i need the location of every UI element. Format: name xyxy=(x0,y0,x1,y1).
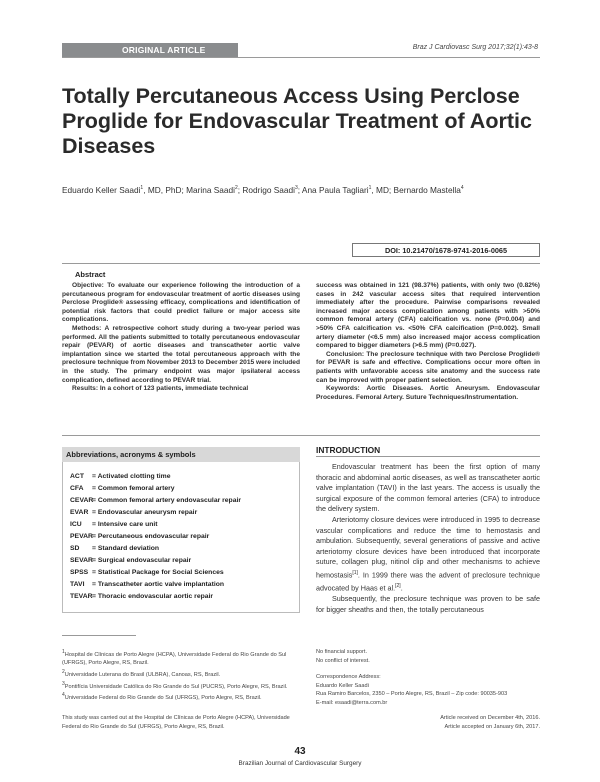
abbreviation-key: SPSS xyxy=(70,569,89,576)
keywords-text: Aortic Diseases. Aortic Aneurysm. Endovascular Procedures. Femoral Artery. Suture Techniques/Instrumentation. xyxy=(316,385,540,401)
abbreviation-key: SEVAR xyxy=(70,557,93,564)
conflict-note: No conflict of interest. xyxy=(316,657,370,664)
footnote-rule xyxy=(62,635,136,636)
abbreviation-key: EVAR xyxy=(70,509,89,516)
abbreviation-value: = Statistical Package for Social Sciences xyxy=(92,569,224,576)
affiliation xyxy=(62,668,302,679)
abstract-conclusion xyxy=(316,351,540,385)
abbreviation-row xyxy=(70,508,197,518)
affiliation-mark: 1 xyxy=(62,649,65,655)
abbreviation-row xyxy=(70,544,159,554)
correspondence-label: Correspondence Address: xyxy=(316,674,381,681)
conclusion-text: The preclosure technique with two Perclose Proglide® for PEVAR is safe and effective. Complications occur more often in patients with unfavorable access site anatomy and the success rate can be improved with proper patient selection. xyxy=(316,350,540,384)
funding-and-correspondence xyxy=(316,648,540,708)
intro-text: Arteriotomy closure devices were introduced in 1995 to decrease vascular complications and reduce the time to hemostasis and ambulation. Subsequently, several generations of passive and active arteriotomy closure devices have been introduced that incorporate suture, collagen plug, nitinol clip and other mechanisms to achieve hemostasis xyxy=(316,514,540,580)
correspondence-address: Rua Ramiro Barcelos, 2350 – Porto Alegre, RS, Brazil – Zip code: 90035-903 xyxy=(316,691,508,698)
affiliation xyxy=(62,648,302,668)
abbreviation-key: SD xyxy=(70,545,80,552)
affiliations xyxy=(62,648,302,702)
abbreviation-row xyxy=(70,592,213,602)
methods-label: Methods: xyxy=(72,324,102,332)
abstract-keywords xyxy=(316,385,540,402)
accepted-date: Article accepted on January 6th, 2017. xyxy=(444,723,540,730)
correspondence-name: Eduardo Keller Saadi xyxy=(316,682,369,689)
affiliation-mark: 3 xyxy=(62,680,65,687)
author-name: Eduardo Keller Saadi xyxy=(62,185,141,195)
introduction-paragraph: Subsequently, the preclosure technique was proven to be safe for bigger sheaths and then, the totally percutaneous xyxy=(316,593,540,614)
introduction-paragraph xyxy=(316,515,540,594)
article-dates xyxy=(440,714,540,731)
abbreviation-key: TEVAR xyxy=(70,593,93,600)
methods-text: A retrospective cohort study during a two-year period was performed. All the patients submitted to totally percutaneous endovascular repair (PEVAR) of aortic diseases and transcatheter aortic valve implantation since we started the total percutaneous approach with the preclosure technique from November 2013 to December 2015 were included in the study. The primary endpoint was major ipsilateral access complication, defined according to PEVAR trial. xyxy=(62,324,300,384)
author-affiliation-mark: 1 xyxy=(140,185,144,192)
affiliation xyxy=(62,691,302,702)
affiliation-mark: 2 xyxy=(62,669,65,676)
abbreviation-row xyxy=(70,532,209,542)
author-affiliation-mark: 3 xyxy=(294,185,298,192)
abbreviation-key: CEVAR xyxy=(70,497,94,504)
introduction-paragraph: Endovascular treatment has been the first option of many thoracic and abdominal aortic diseases, as well as transcatheter aortic valve implantation (TAVI) in the last years. The access is usually the surgical exposure of the common femoral arteries (CFA) to introduce the delivery system. xyxy=(316,462,540,514)
page-number: 43 xyxy=(294,746,306,757)
author-name: Rodrigo Saadi xyxy=(242,185,295,195)
affiliation-text: Universidade Federal do Rio Grande do Sul (UFRGS), Porto Alegre, RS, Brazil. xyxy=(64,694,262,701)
introduction-heading: INTRODUCTION xyxy=(316,445,381,455)
author-affiliation-mark: 4 xyxy=(460,185,464,192)
introduction-rule xyxy=(316,456,540,457)
abbreviation-row xyxy=(70,484,175,494)
abbreviation-row xyxy=(70,556,191,566)
abbreviation-row xyxy=(70,496,241,506)
author-name: Marina Saadi xyxy=(186,185,235,195)
affiliation xyxy=(62,680,302,691)
abbreviation-value: = Standard deviation xyxy=(92,545,160,552)
abbreviation-key: CFA xyxy=(70,485,84,492)
intro-text: . In 1999 there was the advent of preclosure technique advocated by Haas et al. xyxy=(316,570,540,593)
objective-label: Objective: xyxy=(72,282,104,289)
affiliation-text: Pontifícia Universidade Católica do Rio Grande do Sul (PUCRS), Porto Alegre, RS, Brazil. xyxy=(64,683,288,690)
abbreviation-value: = Activated clotting time xyxy=(92,473,171,480)
objective-text: To evaluate our experience following the introduction of a percutaneous program for endovascular treatment of aortic diseases using Perclose Proglide® assessing efficacy, complications and identification of potential risk factors that could predict failure or major access site complications. xyxy=(62,282,300,324)
results-label: Results: xyxy=(72,385,99,393)
abbreviation-value: = Thoracic endovascular aortic repair xyxy=(92,593,214,600)
results-text: In a cohort of 123 patients, immediate technical xyxy=(98,385,249,393)
author-degree: , MD, PhD; xyxy=(143,185,187,195)
abbreviation-value: = Common femoral artery endovascular repair xyxy=(92,497,242,504)
abbreviation-key: ICU xyxy=(70,521,82,528)
abbreviation-row xyxy=(70,520,158,530)
abbreviation-value: = Surgical endovascular repair xyxy=(92,557,192,564)
author-degree: ; xyxy=(237,185,243,195)
citation-ref[interactable]: [1] xyxy=(352,569,358,576)
abbreviation-key: PEVAR xyxy=(70,533,93,540)
journal-footer: Brazilian Journal of Cardiovascular Surgery xyxy=(238,760,362,767)
citation-ref[interactable]: [2] xyxy=(395,582,401,589)
author-name: Bernardo Mastella xyxy=(393,185,461,195)
abstract-right-column xyxy=(316,282,540,402)
received-date: Article received on December 4th, 2016. xyxy=(440,715,540,721)
author-affiliation-mark: 1 xyxy=(368,185,372,192)
abbreviation-value: = Transcatheter aortic valve implantation xyxy=(92,581,225,588)
doi-box[interactable]: DOI: 10.21470/1678-9741-2016-0065 xyxy=(352,243,540,257)
author-name: Ana Paula Tagliari xyxy=(301,185,369,195)
abbreviation-value: = Intensive care unit xyxy=(92,521,158,528)
affiliation-text: Hospital de Clínicas de Porto Alegre (HCPA), Universidade Federal do Rio Grande do Sul (UFRGS), Porto Alegre, RS, Brazil. xyxy=(62,651,287,667)
intro-text: . xyxy=(400,583,403,593)
abstract-left-column xyxy=(62,282,300,394)
study-location-note: This study was carried out at the Hospital de Clínicas de Porto Alegre (HCPA), Universidade Federal do Rio Grande do Sul (UFRGS), Porto Alegre, RS, Brazil. xyxy=(62,715,290,730)
affiliation-text: Universidade Luterana do Brasil (ULBRA), Canoas, RS, Brazil. xyxy=(64,671,221,678)
abbreviation-value: = Percutaneous endovascular repair xyxy=(92,533,210,540)
abbreviation-key: TAVI xyxy=(70,581,85,588)
author-affiliation-mark: 2 xyxy=(234,185,238,192)
abbreviation-value: = Common femoral artery xyxy=(92,485,175,492)
abbreviation-row xyxy=(70,580,224,590)
section-tag: ORIGINAL ARTICLE xyxy=(62,43,238,57)
abbreviation-value: = Endovascular aneurysm repair xyxy=(92,509,198,516)
conclusion-label: Conclusion: xyxy=(326,350,365,358)
abstract-top-rule xyxy=(62,263,540,264)
introduction-body xyxy=(316,462,540,615)
author-degree: ; xyxy=(297,185,302,195)
abstract-results xyxy=(62,385,300,394)
journal-reference: Braz J Cardiovasc Surg 2017;32(1):43-8 xyxy=(412,44,538,51)
abstract-heading: Abstract xyxy=(75,270,106,279)
affiliation-mark: 4 xyxy=(62,691,65,698)
abbreviation-row xyxy=(70,472,171,482)
abstract-methods xyxy=(62,325,300,385)
article-title: Totally Percutaneous Access Using Perclose Proglide for Endovascular Treatment of Aortic Diseases xyxy=(62,84,532,158)
abstract-objective xyxy=(62,282,300,325)
abbreviations-heading: Abbreviations, acronyms & symbols xyxy=(62,447,300,462)
correspondence-email[interactable]: E-mail: esaadi@terra.com.br xyxy=(316,699,388,706)
abstract-bottom-rule xyxy=(62,435,540,436)
abbreviation-row xyxy=(70,568,224,578)
abbreviation-key: ACT xyxy=(70,473,84,480)
keywords-label: Keywords: xyxy=(326,385,360,393)
funding-note: No financial support. xyxy=(316,649,367,655)
author-degree: , MD; xyxy=(371,185,394,195)
abstract-results-continued: success was obtained in 121 (98.37%) patients, with only two (0.82%) cases in 242 vascular access sites that required intervention immediately after the procedure. Pairwise comparisons revealed increased major access complication among patients with >50% common femoral artery (CFA) calcification vs. none (P=0.004) and >50% CFA calcification vs. <50% CFA calcification (P=0.002). Small artery diameter (<6.5 mm) also increased major access complication compared to bigger diameters (>6.5 mm) (P=0.027). xyxy=(316,282,540,350)
header-rule xyxy=(62,57,540,58)
author-list xyxy=(62,185,540,195)
